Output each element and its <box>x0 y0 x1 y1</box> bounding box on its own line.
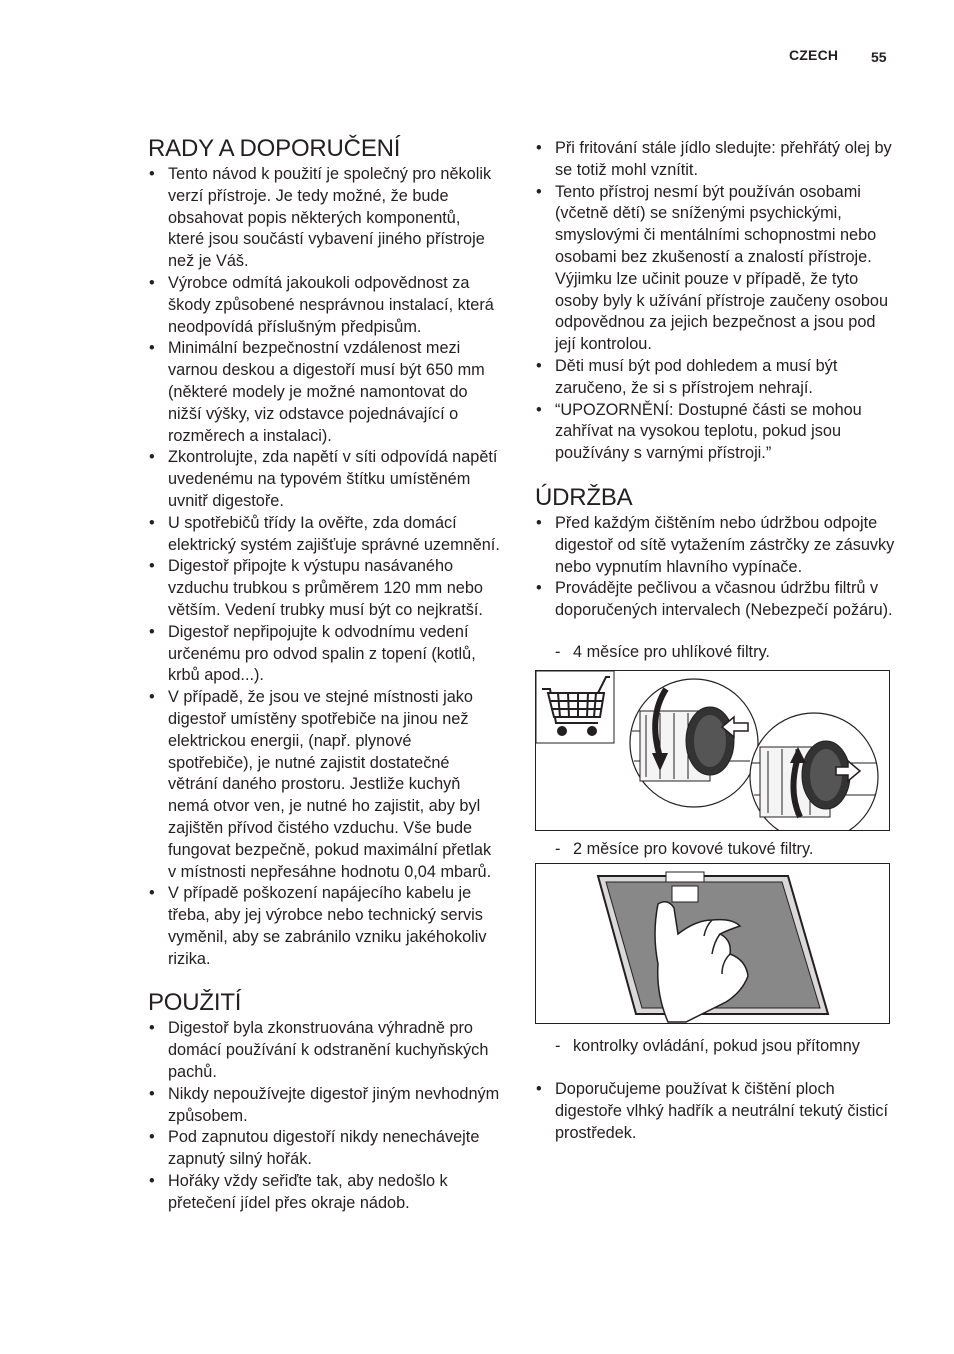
list-item: • Digestoř nepřipojujte k odvodnímu vedení určenému pro odvod spalin z topení (kotlů, krbů apod...). <box>148 622 500 687</box>
metal-filter-figure <box>535 863 890 1024</box>
section-title-udrzba: ÚDRŽBA <box>535 483 633 511</box>
pouziti-list <box>148 1018 500 1214</box>
list-item: • Hořáky vždy seřiďte tak, aby nedošlo k přetečení jídel přes okraje nádob. <box>148 1171 500 1215</box>
dash-carbon-filters: - 4 měsíce pro uhlíkové filtry. <box>535 642 895 664</box>
list-item: • Digestoř připojte k výstupu nasávaného vzduchu trubkou s průměrem 120 mm nebo větším. Vedení trubky musí být co nejkratší. <box>148 556 500 621</box>
dash-metal-filters: - 2 měsíce pro kovové tukové filtry. <box>535 839 895 861</box>
list-item: • Pod zapnutou digestoří nikdy nenechávejte zapnutý silný hořák. <box>148 1127 500 1171</box>
rady-list <box>148 164 500 970</box>
list-item: • V případě, že jsou ve stejné místnosti jako digestoř umístěny spotřebiče na jinou než elektrickou energii, (např. plynové spotřebiče), je nutné zajistit dostatečné větrání daného prostoru. Jestliže kuchyň nemá otvor ven, je nutné ho zajistit, aby byl zajištěn přívod čistého vzduchu. Vše bude fungovat bezpečně, pokud maximální přetlak v místnosti nepřesáhne hodnotu 0,04 mbarů. <box>148 687 500 883</box>
header-language: CZECH <box>789 47 839 63</box>
list-item: • Doporučujeme používat k čištění ploch digestoře vlhký hadřík a neutrální tekutý čisticí prostředek. <box>535 1079 895 1144</box>
list-item: • Tento návod k použití je společný pro několik verzí přístroje. Je tedy možné, že bude obsahovat popis některých komponentů, které jsou součástí vybavení jiného přístroje než je Váš. <box>148 164 500 273</box>
udrzba-list <box>535 513 895 622</box>
list-item: • Před každým čištěním nebo údržbou odpojte digestoř od sítě vytažením zástrčky ze zásuvky nebo vypnutím hlavního vypínače. <box>535 513 895 578</box>
safety-list <box>535 138 895 465</box>
list-item: • V případě poškození napájecího kabelu je třeba, aby jej výrobce nebo technický servis vyměnil, aby se zabránilo vzniku jakéhokoliv rizika. <box>148 883 500 970</box>
list-item: • Děti musí být pod dohledem a musí být zaručeno, že si s přístrojem nehrají. <box>535 356 895 400</box>
left-column <box>148 134 500 1215</box>
carbon-filter-figure <box>535 670 890 831</box>
list-item: • Digestoř byla zkonstruována výhradně pro domácí používání k odstranění kuchyňských pachů. <box>148 1018 500 1083</box>
grease-filter-illustration <box>536 864 889 1023</box>
list-item: • “UPOZORNĚNÍ: Dostupné části se mohou zahřívat na vysokou teplotu, pokud jsou používány s varnými přístroji.” <box>535 400 895 465</box>
page-number: 55 <box>871 49 887 65</box>
list-item: • U spotřebičů třídy Ia ověřte, zda domácí elektrický systém zajišťuje správné uzemnění. <box>148 513 500 557</box>
dash-control-lights: - kontrolky ovládání, pokud jsou přítomny <box>535 1036 895 1058</box>
list-item: • Nikdy nepoužívejte digestoř jiným nevhodným způsobem. <box>148 1084 500 1128</box>
list-item: • Při fritování stále jídlo sledujte: přehřátý olej by se totiž mohl vznítit. <box>535 138 895 182</box>
list-item: • Zkontrolujte, zda napětí v síti odpovídá napětí uvedenému na typovém štítku umístěném uvnitř digestoře. <box>148 447 500 512</box>
list-item: • Tento přístroj nesmí být používán osobami (včetně dětí) se sníženými psychickými, smyslovými či mentálními schopnostmi nebo osobami bez zkušeností a znalostí přístroje. Výjimku lze učinit pouze v případě, že tyto osoby byly k užívání přístroje zaučeny osobou odpovědnou za jejich bezpečnost a jsou pod její kontrolou. <box>535 182 895 356</box>
list-item: • Minimální bezpečnostní vzdálenost mezi varnou deskou a digestoří musí být 650 mm (některé modely je možné namontovat do nižší výšky, viz odstavce pojednávající o rozměrech a instalaci). <box>148 338 500 447</box>
cleaning-list <box>535 1079 895 1144</box>
list-item: • Provádějte pečlivou a včasnou údržbu filtrů v doporučených intervalech (Nebezpečí požáru). <box>535 578 895 622</box>
carbon-filter-illustration <box>536 671 889 830</box>
list-item: • Výrobce odmítá jakoukoli odpovědnost za škody způsobené nesprávnou instalací, která neodpovídá příslušným předpisům. <box>148 273 500 338</box>
section-title-rady: RADY A DOPORUČENÍ <box>148 135 401 162</box>
right-column <box>535 138 895 1145</box>
section-title-pouziti: POUŽITÍ <box>148 989 242 1017</box>
